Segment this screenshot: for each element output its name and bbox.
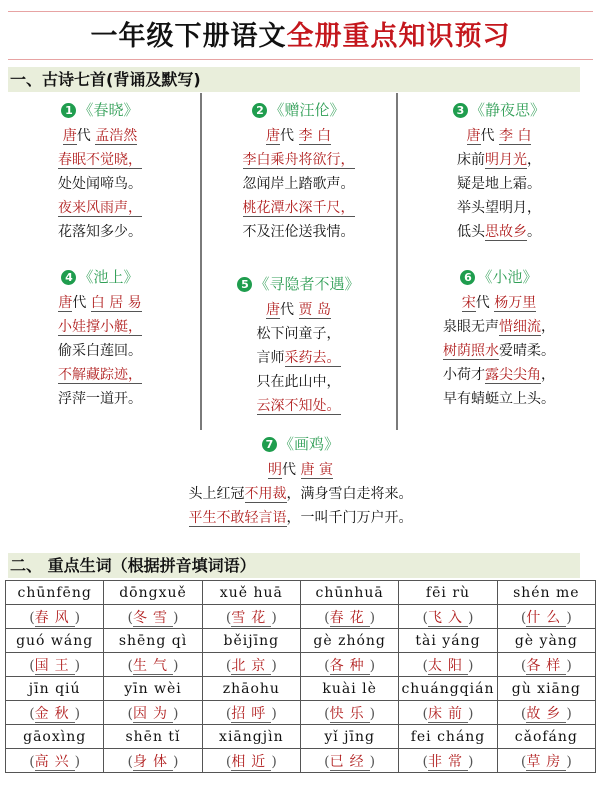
close-paren: )	[467, 657, 474, 674]
poem-line	[397, 387, 601, 411]
answer-word: 冬雪	[132, 609, 173, 626]
open-paren: (	[422, 657, 428, 674]
answer-cell	[399, 701, 497, 725]
title-bottom-rule	[8, 59, 593, 60]
poem-line	[397, 172, 601, 196]
poem-block	[0, 98, 200, 244]
pinyin-cell: fei cháng	[399, 725, 497, 749]
answer-cell	[300, 749, 398, 773]
poem-title-text: 《寻隐者不遇》	[254, 275, 360, 293]
close-paren: )	[369, 609, 376, 626]
poem-title	[0, 432, 601, 458]
dynasty-suffix: 代	[282, 462, 297, 478]
pinyin-cell: xiāngjìn	[202, 725, 300, 749]
poem-block	[201, 272, 396, 418]
poem-line-text: 树荫照水	[443, 343, 499, 359]
pinyin-cell: chūnhuā	[300, 581, 398, 605]
close-paren: )	[172, 609, 179, 626]
answer-cell	[202, 749, 300, 773]
answer-cell	[104, 749, 202, 773]
answer-cell	[6, 653, 104, 677]
dynasty: 宋	[461, 295, 476, 311]
pinyin-cell: fēi rù	[399, 581, 497, 605]
close-paren: )	[172, 705, 179, 722]
close-paren: )	[467, 753, 474, 770]
poem-line	[397, 315, 601, 339]
close-paren: )	[369, 753, 376, 770]
poem-line	[0, 172, 200, 196]
answer-word: 高兴	[34, 753, 75, 770]
poem-line	[0, 220, 200, 244]
poem-title-text: 《春晓》	[78, 101, 139, 119]
answer-word: 春风	[34, 609, 75, 626]
poem-author-line	[201, 298, 396, 322]
poem-line	[0, 363, 200, 387]
poem-line	[0, 387, 200, 411]
open-paren: (	[127, 753, 133, 770]
poem-line	[397, 220, 601, 244]
close-paren: )	[271, 657, 277, 674]
poem-line-text: 松下问童子，	[256, 326, 341, 342]
answer-word: 国王	[34, 657, 75, 674]
pinyin-row	[6, 581, 596, 605]
number-badge-icon: 5	[237, 277, 252, 292]
open-paren: (	[127, 705, 133, 722]
open-paren: (	[29, 753, 35, 770]
open-paren: (	[127, 609, 133, 626]
answer-cell	[104, 653, 202, 677]
open-paren: (	[422, 609, 428, 626]
answer-cell	[300, 605, 398, 629]
poem-author-line	[201, 124, 396, 148]
section-1-heading: 一、古诗七首(背诵及默写)	[8, 67, 580, 92]
poem-line-text: 早有蜻蜓立上头。	[443, 391, 555, 407]
answer-row	[6, 749, 596, 773]
pinyin-cell: gù xiāng	[497, 677, 595, 701]
poem-line	[0, 196, 200, 220]
poem-line-text: 头上红冠	[188, 486, 245, 502]
poem-line-text: 泉眼无声	[443, 319, 499, 335]
poem-line	[201, 220, 396, 244]
answer-cell	[104, 605, 202, 629]
open-paren: (	[127, 657, 133, 674]
poem-author-line	[0, 291, 200, 315]
number-badge-icon: 1	[61, 103, 76, 118]
close-paren: )	[566, 657, 572, 674]
pinyin-cell: gè zhóng	[300, 629, 398, 653]
answer-word: 各样	[526, 657, 567, 674]
poem-line-text: ，	[527, 152, 541, 168]
poem-line	[201, 394, 396, 418]
poem-line-text: ，一叫千门万户开。	[286, 510, 413, 526]
open-paren: (	[520, 609, 527, 626]
answer-cell	[497, 701, 595, 725]
pinyin-cell: kuài lè	[300, 677, 398, 701]
answer-cell	[399, 749, 497, 773]
answer-word: 什么	[526, 609, 567, 626]
dynasty: 唐	[266, 302, 281, 318]
poem-title-text: 《池上》	[78, 268, 139, 286]
answer-word: 金秋	[34, 705, 75, 722]
answer-row	[6, 701, 596, 725]
answer-word: 草房	[526, 753, 567, 770]
answer-cell	[202, 605, 300, 629]
poem-block	[0, 432, 601, 530]
dynasty: 唐	[266, 128, 281, 144]
close-paren: )	[271, 753, 277, 770]
poem-line-text: 明月光	[485, 152, 527, 168]
poem-line	[201, 322, 396, 346]
dynasty: 明	[268, 462, 283, 478]
poem-line	[201, 346, 396, 370]
poem-line-text: 浮萍一道开。	[58, 391, 142, 407]
open-paren: (	[324, 609, 330, 626]
poem-line-text: 露尖尖角	[485, 367, 541, 383]
answer-word: 各种	[329, 657, 370, 674]
poem-block	[201, 98, 396, 244]
open-paren: (	[324, 705, 330, 722]
pinyin-cell: chūnfēng	[6, 581, 104, 605]
open-paren: (	[29, 657, 35, 674]
number-badge-icon: 2	[252, 103, 267, 118]
answer-word: 因为	[132, 705, 173, 722]
title-red-part: 全册重点知识预习	[286, 21, 511, 52]
answer-word: 故乡	[526, 705, 567, 722]
answer-word: 招呼	[231, 705, 272, 722]
close-paren: )	[74, 753, 81, 770]
poem-line-text: 不用裁	[244, 486, 287, 502]
close-paren: )	[467, 705, 474, 722]
answer-word: 快乐	[329, 705, 370, 722]
poem-line	[0, 506, 601, 530]
poem-line-text: 床前	[457, 152, 485, 168]
poem-line-text: 处处闻啼鸟。	[58, 176, 142, 192]
poem-line-text: 夜来风雨声，	[58, 200, 142, 216]
answer-word: 雪花	[231, 609, 272, 626]
answer-cell	[6, 701, 104, 725]
pinyin-cell: yǐ jīng	[300, 725, 398, 749]
answer-cell	[6, 749, 104, 773]
poem-title	[0, 98, 200, 124]
poem-line	[201, 370, 396, 394]
answer-cell	[300, 701, 398, 725]
page-title	[0, 14, 601, 53]
pinyin-cell: jīn qiú	[6, 677, 104, 701]
poem-line	[0, 482, 601, 506]
poem-title	[201, 272, 396, 298]
poem-line-text: 言师	[256, 350, 285, 366]
open-paren: (	[29, 609, 35, 626]
answer-word: 已经	[329, 753, 370, 770]
answer-cell	[300, 653, 398, 677]
open-paren: (	[520, 657, 527, 674]
answer-word: 春花	[329, 609, 370, 626]
open-paren: (	[422, 705, 428, 722]
open-paren: (	[225, 609, 232, 626]
answer-cell	[6, 605, 104, 629]
pinyin-cell: chuángqián	[399, 677, 497, 701]
number-badge-icon: 4	[61, 270, 76, 285]
pinyin-row	[6, 629, 596, 653]
pinyin-cell: yīn wèi	[104, 677, 202, 701]
answer-cell	[202, 653, 300, 677]
poem-author: 白 居 易	[90, 295, 142, 311]
title-black-part: 一年级下册语文	[90, 21, 287, 52]
close-paren: )	[369, 657, 376, 674]
poem-title-text: 《小池》	[477, 268, 538, 286]
close-paren: )	[271, 609, 277, 626]
pinyin-cell: cǎofáng	[497, 725, 595, 749]
answer-word: 相近	[231, 753, 272, 770]
poem-title	[0, 265, 200, 291]
pinyin-cell: tài yáng	[399, 629, 497, 653]
poem-author-line	[0, 124, 200, 148]
open-paren: (	[225, 705, 232, 722]
answer-cell	[497, 605, 595, 629]
close-paren: )	[467, 609, 474, 626]
poem-author: 杨万里	[494, 295, 537, 311]
pinyin-cell: guó wáng	[6, 629, 104, 653]
poem-block	[397, 265, 601, 411]
top-rule	[8, 11, 593, 12]
answer-cell	[399, 653, 497, 677]
poem-line	[201, 196, 396, 220]
poem-line-text: 偷采白莲回。	[58, 343, 142, 359]
dynasty-suffix: 代	[280, 302, 295, 318]
poem-line	[0, 148, 200, 172]
poem-author: 贾 岛	[298, 302, 331, 318]
number-badge-icon: 3	[453, 103, 468, 118]
poem-line-text: 小荷才	[443, 367, 485, 383]
close-paren: )	[369, 705, 376, 722]
dynasty: 唐	[466, 128, 481, 144]
poem-line-text: 思故乡	[485, 224, 527, 240]
open-paren: (	[520, 753, 527, 770]
poem-line-text: 举头望明月，	[457, 200, 541, 216]
poem-block	[0, 265, 200, 411]
open-paren: (	[225, 753, 232, 770]
poem-title-text: 《赠汪伦》	[269, 101, 345, 119]
poem-line-text: 不及汪伦送我情。	[242, 224, 355, 240]
poem-author: 唐 寅	[300, 462, 333, 478]
close-paren: )	[74, 705, 81, 722]
poem-line	[201, 148, 396, 172]
poem-author: 李 白	[298, 128, 331, 144]
poem-line-text: 疑是地上霜。	[457, 176, 541, 192]
poem-line-text: ，满身雪白走将来。	[286, 486, 413, 502]
pinyin-cell: shēn tǐ	[104, 725, 202, 749]
answer-cell	[399, 605, 497, 629]
poem-author: 孟浩然	[95, 128, 138, 144]
poem-line-text: 惜细流	[499, 319, 541, 335]
poem-line-text: 只在此山中，	[256, 374, 341, 390]
answer-word: 飞入	[427, 609, 468, 626]
close-paren: )	[566, 753, 572, 770]
open-paren: (	[29, 705, 35, 722]
poem-line-text: ，	[541, 319, 555, 335]
poem-title-text: 《画鸡》	[278, 435, 339, 453]
poem-line-text: 花落知多少。	[58, 224, 142, 240]
poem-block	[397, 98, 601, 244]
answer-row	[6, 605, 596, 629]
close-paren: )	[271, 705, 277, 722]
poem-line	[397, 363, 601, 387]
close-paren: )	[172, 753, 179, 770]
answer-word: 太阳	[427, 657, 468, 674]
poem-line-text: 低头	[457, 224, 485, 240]
poem-line	[0, 339, 200, 363]
dynasty-suffix: 代	[480, 128, 495, 144]
poem-author: 李 白	[499, 128, 532, 144]
number-badge-icon: 6	[460, 270, 475, 285]
section-2-heading: 二、 重点生词（根据拼音填词语）	[8, 553, 580, 578]
dynasty-suffix: 代	[475, 295, 490, 311]
poem-line-text: 。	[527, 224, 541, 240]
open-paren: (	[422, 753, 428, 770]
answer-cell	[497, 653, 595, 677]
answer-word: 身体	[132, 753, 173, 770]
poem-title-text: 《静夜思》	[469, 101, 545, 119]
poem-line	[397, 148, 601, 172]
open-paren: (	[225, 657, 232, 674]
answer-row	[6, 653, 596, 677]
poem-line-text: 桃花潭水深千尺，	[242, 200, 355, 216]
dynasty: 唐	[62, 128, 77, 144]
close-paren: )	[74, 609, 81, 626]
poem-line-text: 李白乘舟将欲行，	[242, 152, 355, 168]
pinyin-cell: běijīng	[202, 629, 300, 653]
close-paren: )	[566, 609, 572, 626]
pinyin-cell: gè yàng	[497, 629, 595, 653]
vocab-table	[5, 580, 596, 773]
answer-cell	[104, 701, 202, 725]
poem-line-text: 小娃撑小艇，	[58, 319, 142, 335]
poem-line-text: 春眠不觉晓，	[58, 152, 142, 168]
answer-cell	[202, 701, 300, 725]
poem-line-text: 不解藏踪迹，	[58, 367, 142, 383]
open-paren: (	[324, 753, 330, 770]
poem-author-line	[0, 458, 601, 482]
close-paren: )	[74, 657, 81, 674]
poem-title	[201, 98, 396, 124]
poem-line	[397, 339, 601, 363]
pinyin-row	[6, 677, 596, 701]
poem-title	[397, 265, 601, 291]
dynasty-suffix: 代	[280, 128, 295, 144]
poem-author-line	[397, 124, 601, 148]
poem-line	[201, 172, 396, 196]
pinyin-cell: zhāohu	[202, 677, 300, 701]
poem-line-text: 平生不敢轻言语	[188, 510, 287, 526]
pinyin-cell: shén me	[497, 581, 595, 605]
poem-author-line	[397, 291, 601, 315]
open-paren: (	[520, 705, 527, 722]
answer-word: 床前	[427, 705, 468, 722]
poem-title	[397, 98, 601, 124]
dynasty: 唐	[58, 295, 73, 311]
dynasty-suffix: 代	[76, 128, 91, 144]
answer-cell	[497, 749, 595, 773]
pinyin-cell: xuě huā	[202, 581, 300, 605]
close-paren: )	[566, 705, 572, 722]
poem-line-text: 忽闻岸上踏歌声。	[242, 176, 355, 192]
pinyin-cell: shēng qì	[104, 629, 202, 653]
answer-word: 北京	[231, 657, 272, 674]
poem-line-text: 云深不知处。	[256, 398, 341, 414]
open-paren: (	[324, 657, 330, 674]
answer-word: 非常	[427, 753, 468, 770]
pinyin-cell: gāoxìng	[6, 725, 104, 749]
pinyin-cell: dōngxuě	[104, 581, 202, 605]
number-badge-icon: 7	[262, 437, 277, 452]
dynasty-suffix: 代	[72, 295, 87, 311]
answer-word: 生气	[132, 657, 173, 674]
poem-line-text: ，	[541, 367, 555, 383]
close-paren: )	[172, 657, 179, 674]
pinyin-row	[6, 725, 596, 749]
poem-line	[397, 196, 601, 220]
poem-line-text: 采药去。	[284, 350, 341, 366]
poem-line	[0, 315, 200, 339]
poem-line-text: 爱晴柔。	[499, 343, 555, 359]
